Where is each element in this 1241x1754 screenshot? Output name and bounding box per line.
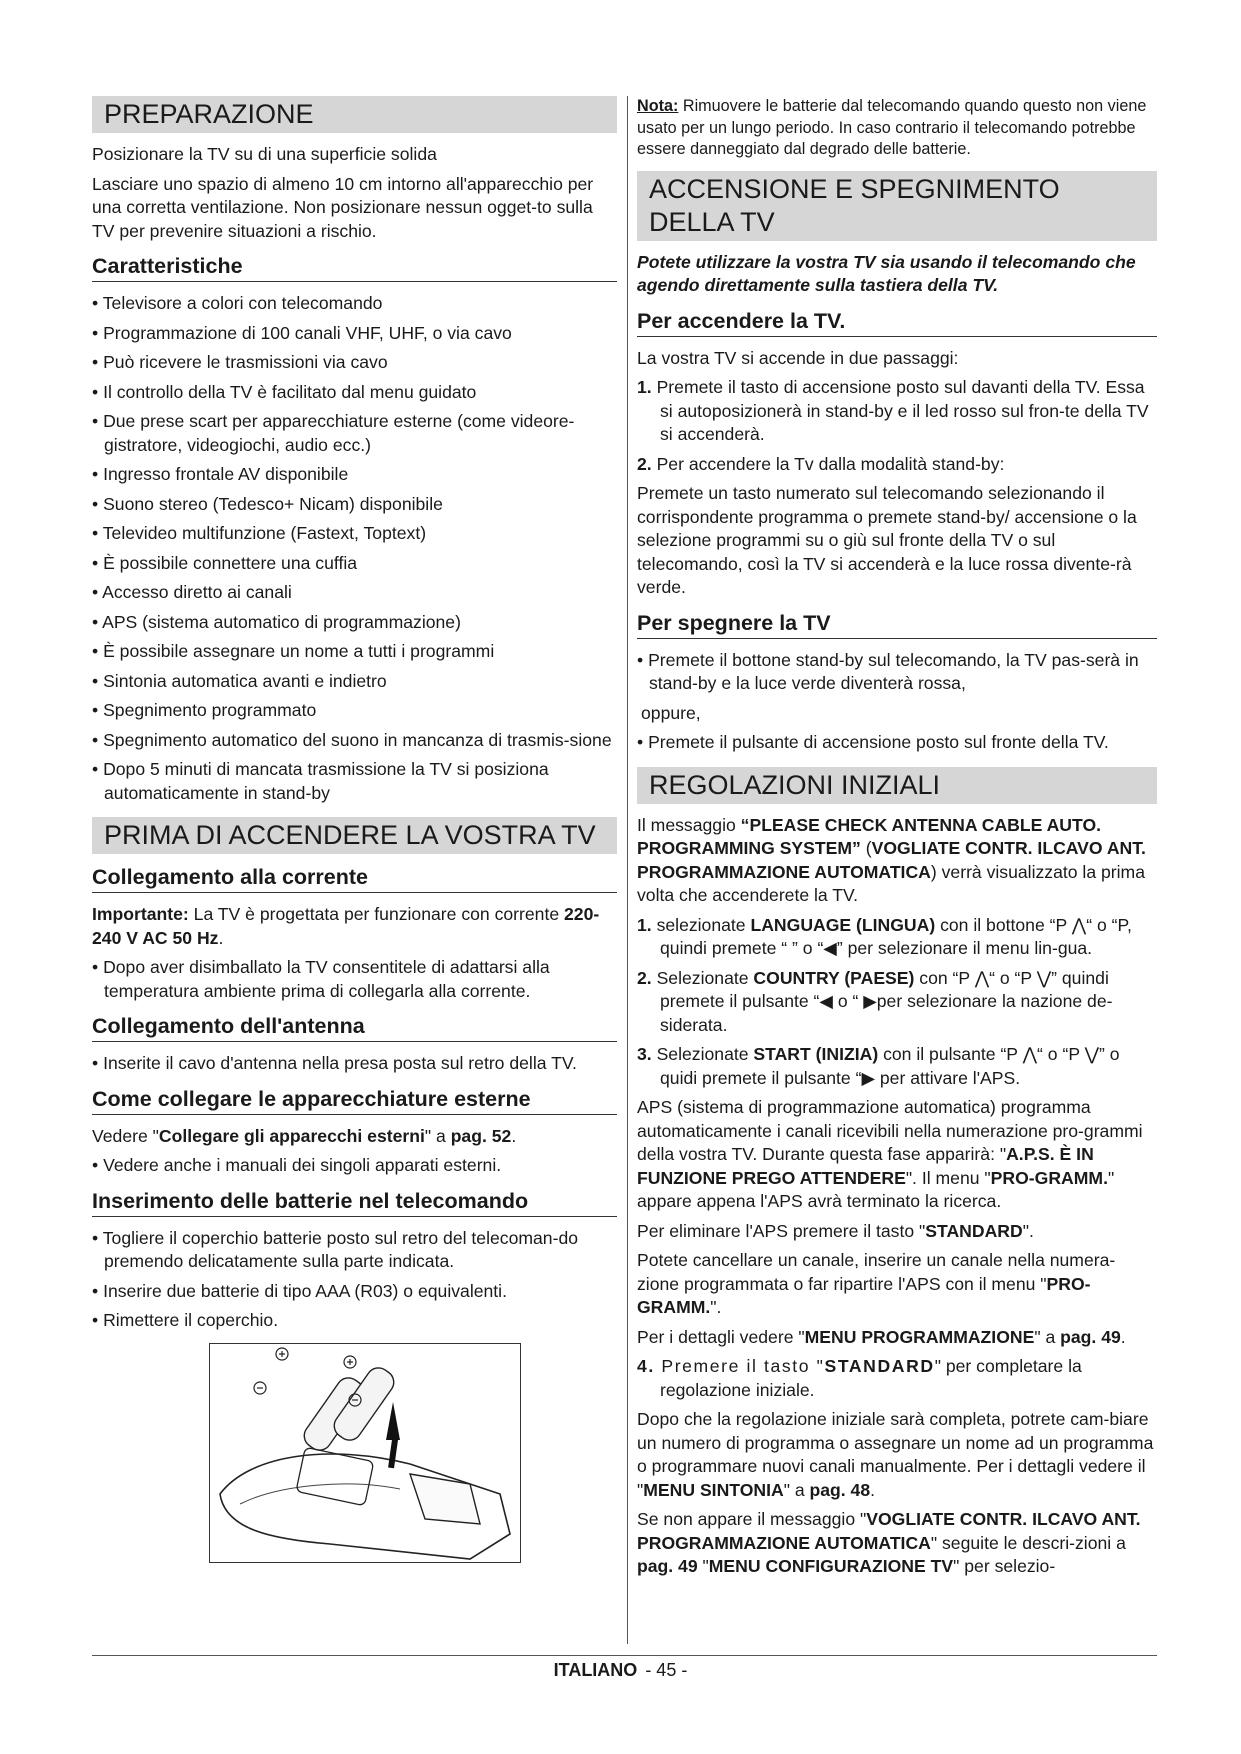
list-item: • Spegnimento programmato	[92, 700, 317, 720]
paragraph-cancellare: Potete cancellare un canale, inserire un canale nella numera-zione programmata o far ripartire l'APS con il menu "PRO-GRAMM.".	[637, 1250, 1116, 1317]
page-number: - 45 -	[645, 1660, 688, 1680]
numbered-step: 1. Premete il tasto di accensione posto sul davanti della TV. Essa si autoposizionerà in stand-by e il led rosso sul fron-te della TV si accenderà.	[637, 377, 1149, 444]
numbered-step: 1. selezionate LANGUAGE (LINGUA) con il bottone “P ⋀“ o “P, quindi premete “ ” o “◀” per selezionare il menu lin-gua.	[637, 914, 1132, 958]
column-divider	[627, 96, 628, 1644]
numbered-step: 4. Premere il tasto "STANDARD" per completare la regolazione iniziale.	[637, 1356, 1082, 1400]
list-item: • Vedere anche i manuali dei singoli apparati esterni.	[92, 1155, 502, 1175]
list-item: • Premete il pulsante di accensione posto sul fronte della TV.	[637, 732, 1109, 752]
list-item: • Inserite il cavo d'antenna nella presa posta sul retro della TV.	[92, 1053, 577, 1073]
list-item: • Il controllo della TV è facilitato dal menu guidato	[92, 381, 477, 402]
subtitle-esterne: Come collegare le apparecchiature esterne	[92, 1086, 617, 1115]
list-item: • Togliere il coperchio batterie posto sul retro del telecoman-do premendo delicatamente sulla parte indicata.	[92, 1227, 579, 1271]
section-title-accensione: ACCENSIONE E SPEGNIMENTO DELLA TV	[637, 171, 1157, 241]
list-item: • Suono stereo (Tedesco+ Nicam) disponibile	[92, 493, 443, 514]
numbered-step: 2. Per accendere la Tv dalla modalità stand-by:	[637, 453, 1005, 474]
left-column	[92, 96, 617, 1563]
list-item: • Dopo 5 minuti di mancata trasmissione la TV si posiziona automaticamente in stand-by	[92, 759, 549, 803]
subtitle-spegnere: Per spegnere la TV	[637, 610, 1157, 639]
paragraph-esterne: Vedere "Collegare gli apparecchi esterni" a pag. 52.	[92, 1125, 517, 1146]
paragraph-dettagli: Per i dettagli vedere "MENU PROGRAMMAZIONE" a pag. 49.	[637, 1326, 1126, 1347]
note-batteries: Nota: Rimuovere le batterie dal telecomando quando questo non viene usato per un lungo periodo. In caso contrario il telecomando potrebbe essere danneggiato dal degrado delle batterie.	[637, 97, 1147, 158]
list-item: • Spegnimento automatico del suono in mancanza di trasmis-sione	[92, 729, 612, 750]
intro-accensione: Potete utilizzare la vostra TV sia usando il telecomando che agendo direttamente sulla tastiera della TV.	[637, 251, 1136, 295]
list-item: • Rimettere il coperchio.	[92, 1310, 279, 1330]
subtitle-corrente: Collegamento alla corrente	[92, 864, 617, 893]
paragraph-aps: APS (sistema di programmazione automatica) programma automaticamente i canali ricevibili nella numerazione pro-grammi della vostra TV. Durante questa fase apparirà: "A.P.S. È IN FUNZIONE PREGO ATTENDERE". Il menu "PRO-GRAMM." appare appena l'APS avrà terminato la ricerca.	[637, 1097, 1143, 1211]
list-item: • APS (sistema automatico di programmazione)	[92, 611, 461, 632]
section-title-prima: PRIMA DI ACCENDERE LA VOSTRA TV	[92, 817, 617, 854]
paragraph: Posizionare la TV su di una superficie solida	[92, 144, 437, 164]
paragraph-se-non: Se non appare il messaggio "VOGLIATE CONTR. ILCAVO ANT. PROGRAMMAZIONE AUTOMATICA" seguite le descri-zioni a pag. 49 "MENU CONFIGURAZIONE TV" per selezio-	[637, 1509, 1141, 1576]
list-item: • Può ricevere le trasmissioni via cavo	[92, 352, 388, 372]
footer-rule	[92, 1655, 1157, 1656]
list-item: • È possibile connettere una cuffia	[92, 552, 358, 573]
list-item: • Dopo aver disimballato la TV consentitele di adattarsi alla temperatura ambiente prima di collegarla alla corrente.	[92, 957, 550, 1001]
list-item: • Televisore a colori con telecomando	[92, 293, 383, 313]
footer-language: ITALIANO	[553, 1660, 638, 1680]
paragraph: Premete un tasto numerato sul telecomando selezionando il corrispondente programma o premete stand-by/ accensione o la selezione programmi su o giù sul fronte della TV o sul telecomando, così la TV si accenderà e la luce rossa divente-rà verde.	[637, 483, 1137, 597]
list-item: • Ingresso frontale AV disponibile	[92, 464, 349, 484]
subtitle-batterie: Inserimento delle batterie nel telecomando	[92, 1188, 617, 1217]
list-item: • È possibile assegnare un nome a tutti i programmi	[92, 641, 495, 661]
list-item: • Due prese scart per apparecchiature esterne (come videore-gistratore, videogiochi, audio ecc.)	[92, 411, 575, 455]
subtitle-caratteristiche: Caratteristiche	[92, 253, 617, 282]
paragraph-eliminare: Per eliminare l'APS premere il tasto "STANDARD".	[637, 1220, 1034, 1241]
subtitle-antenna: Collegamento dell'antenna	[92, 1013, 617, 1042]
remote-battery-drawing	[210, 1344, 520, 1562]
paragraph: Lasciare uno spazio di almeno 10 cm intorno all'apparecchio per una corretta ventilazione. Non posizionare nessun ogget-to sulla TV per prevenire situazioni a rischio.	[92, 173, 594, 241]
paragraph-messaggio: Il messaggio “PLEASE CHECK ANTENNA CABLE AUTO. PROGRAMMING SYSTEM” (VOGLIATE CONTR. ILCAVO ANT. PROGRAMMAZIONE AUTOMATICA) verrà visualizzato la prima volta che accenderete la TV.	[637, 814, 1146, 905]
list-item: • Premete il bottone stand-by sul telecomando, la TV pas-serà in stand-by e la luce verde diventerà rossa,	[637, 649, 1139, 693]
paragraph-dopo: Dopo che la regolazione iniziale sarà completa, potrete cam-biare un numero di programma o assegnare un nome ad un programma o programmare nuovi canali manualmente. Per i dettagli vedere il "MENU SINTONIA" a pag. 48.	[637, 1409, 1154, 1500]
list-item: • Sintonia automatica avanti e indietro	[92, 670, 387, 691]
section-title-preparazione: PREPARAZIONE	[92, 96, 617, 133]
numbered-step: 3. Selezionate START (INIZIA) con il pulsante “P ⋀“ o “P ⋁” o quidi premete il pulsante “▶ per attivare l'APS.	[637, 1044, 1120, 1088]
numbered-step: 2. Selezionate COUNTRY (PAESE) con “P ⋀“ o “P ⋁” quindi premete il pulsante “◀ o “ ▶per selezionare la nazione de-siderata.	[637, 967, 1113, 1035]
subtitle-accendere: Per accendere la TV.	[637, 308, 1157, 337]
list-item: • Accesso diretto ai canali	[92, 582, 292, 602]
page-footer	[0, 1660, 1241, 1681]
section-title-regolazioni: REGOLAZIONI INIZIALI	[637, 767, 1157, 804]
right-column	[637, 96, 1157, 1585]
paragraph-importante: Importante: La TV è progettata per funzionare con corrente 220-240 V AC 50 Hz.	[92, 904, 600, 948]
paragraph: La vostra TV si accende in due passaggi:	[637, 347, 959, 368]
list-item: • Inserire due batterie di tipo AAA (R03) o equivalenti.	[92, 1280, 507, 1301]
paragraph-oppure: oppure,	[641, 702, 701, 723]
remote-battery-illustration	[209, 1343, 521, 1563]
list-item: • Programmazione di 100 canali VHF, UHF, o via cavo	[92, 322, 512, 343]
list-item: • Televideo multifunzione (Fastext, Toptext)	[92, 523, 427, 543]
